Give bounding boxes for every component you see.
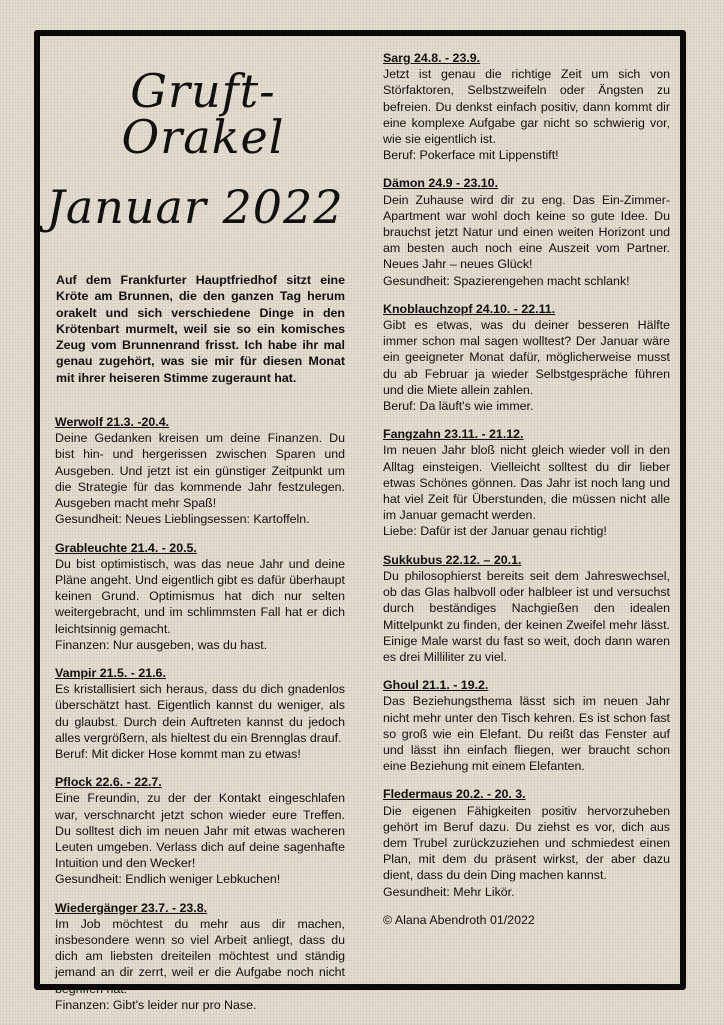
section-body: Du philosophierst bereits seit dem Jahreswechsel, ob das Glas halbvoll oder halbleer ist und versuchst durch beständiges Nachgießen den idealen Mittelpunkt zu finden, der keinen Zweifel mehr lässt. Einige Male warst du fast so weit, doch dann waren es drei Milliliter zu viel. (383, 568, 670, 664)
section-tail: Finanzen: Gibt's leider nur pro Nase. (55, 997, 257, 1012)
page-title: Gruft-Orakel (121, 64, 285, 164)
section-body: Eine Freundin, zu der der Kontakt eingeschlafen war, verschnarcht jetzt schon wieder eure Treffen. Du solltest dich im neuen Jahr mit etwas wacheren Leuten umgeben. Verlass dich auf deine sagenhafte Intuition und den Wecker! (55, 791, 345, 871)
section-title: Vampir 21.5. - 21.6. (55, 665, 166, 680)
section-tail: Liebe: Dafür ist der Januar genau richtig! (383, 524, 607, 539)
intro-paragraph: Auf dem Frankfurter Hauptfriedhof sitzt eine Kröte am Brunnen, die den ganzen Tag herum orakelt und sich verschiedene Dinge in den Krötenbart murmelt, weil sie so ein komisches Zeug vom Brunnenrand frisst. Ich habe ihr mal genau zugehört, was sie mir für diesen Monat mit ihrer heiseren Stimme zugeraunt hat. (56, 273, 345, 385)
section-tail: Gesundheit: Spazierengehen macht schlank! (383, 273, 630, 288)
section-title: Wiedergänger 23.7. - 23.8. (55, 900, 208, 915)
horoscope-fangzahn (383, 426, 670, 539)
section-title: Sarg 24.8. - 23.9. (383, 51, 481, 65)
horoscope-werwolf (55, 414, 345, 527)
section-tail: Gesundheit: Mehr Likör. (383, 884, 515, 899)
section-tail: Gesundheit: Neues Lieblingsessen: Kartoffeln. (55, 512, 310, 527)
section-body: Im neuen Jahr bloß nicht gleich wieder voll in den Alltag einsteigen. Vielleicht solltest du dir lieber etwas Schönes gönnen. Das Jahr ist noch lang und hat viel Zeit für Überstunden, die müssen nicht alle im Januar gemacht werden. (383, 443, 670, 523)
horoscope-ghoul (383, 677, 670, 774)
horoscope-vampir (55, 665, 345, 762)
page-subtitle: Januar 2022 (46, 180, 344, 234)
copyright-notice: © Alana Abendroth 01/2022 (383, 912, 535, 927)
horoscope-daemon (383, 175, 670, 288)
section-title: Sukkubus 22.12. – 20.1. (383, 552, 522, 567)
horoscope-sarg (383, 50, 670, 163)
section-title: Knoblauchzopf 24.10. - 22.11. (383, 301, 556, 316)
horoscope-grableuchte (55, 540, 345, 653)
section-tail: Beruf: Mit dicker Hose kommt man zu etwas! (55, 746, 301, 761)
section-tail: Beruf: Pokerface mit Lippenstift! (383, 148, 559, 163)
section-body: Du bist optimistisch, was das neue Jahr und deine Pläne angeht. Und eigentlich gibt es dafür überhaupt keinen Grund. Optimismus hat dich nur selten weitergebracht, und im schlimmsten Fall hat er dich leichtsinnig gemacht. (55, 556, 345, 636)
section-title: Pflock 22.6. - 22.7. (55, 775, 162, 790)
section-title: Dämon 24.9 - 23.10. (383, 176, 499, 191)
section-title: Grableuchte 21.4. - 20.5. (55, 540, 197, 555)
left-column (46, 50, 345, 1025)
section-title: Ghoul 21.1. - 19.2. (383, 678, 489, 693)
section-body: Im Job möchtest du mehr aus dir machen, insbesondere wenn so viel Arbeit anliegt, dass du dich am liebsten dreiteilen möchtest und ständig jemand an dir zerrt, weil er die Aufgabe noch nicht begriffen hat. (55, 916, 345, 996)
horoscope-wiedergaenger (55, 900, 345, 1013)
section-tail: Beruf: Da läuft's wie immer. (383, 399, 534, 414)
horoscope-knoblauchzopf (383, 301, 670, 414)
section-tail: Gesundheit: Endlich weniger Lebkuchen! (55, 872, 281, 887)
section-body: Es kristallisiert sich heraus, dass du dich gnadenlos überschätzt hast. Eigentlich kannst du weniger, als du glaubst. Durch dein Auftreten kannst du jedoch alles vergrößern, als hieltest du ein Brennglas drauf. (55, 682, 345, 745)
section-tail: Finanzen: Nur ausgeben, was du hast. (55, 637, 268, 652)
section-body: Jetzt ist genau die richtige Zeit um sich von Störfaktoren, Selbstzweifeln oder Ängsten zu befreien. Du denkst einfach positiv, dann kommt dir eine komplexe Aufgabe gar nicht so schwierig vor, wie sie eigentlich ist. (383, 67, 670, 147)
section-body: Dein Zuhause wird dir zu eng. Das Ein-Zimmer-Apartment war wohl doch keine so gute Idee. Du brauchst jetzt Natur und einen weiten Horizont und am besten auch noch eine Auszeit vom Partner. Neues Jahr – neues Glück! (383, 192, 670, 272)
section-title: Werwolf 21.3. -20.4. (55, 415, 170, 430)
horoscope-pflock (55, 774, 345, 887)
section-title: Fangzahn 23.11. - 21.12. (383, 427, 524, 442)
right-column (383, 50, 670, 928)
section-body: Die eigenen Fähigkeiten positiv hervorzuheben gehört im Beruf dazu. Du ziehst es vor, dich aus dem Trubel zurückzuziehen und schmiedest einen Plan, mit dem du präsent wirkst, der aber dazu dient, dass du dein Ding machen kannst. (383, 803, 670, 883)
section-body: Das Beziehungsthema lässt sich im neuen Jahr nicht mehr unter den Tisch kehren. Es ist schon fast so groß wie ein Elefant. Du reißt das Fenster auf und lässt ihn einfach fliegen, wer braucht schon eine Beziehung mit einem Elefanten. (383, 694, 670, 774)
section-body: Gibt es etwas, was du deiner besseren Hälfte immer schon mal sagen wolltest? Der Januar wäre ein geeigneter Monat dafür, möglicherweise musst du ab Februar ja wieder Selbstgespräche führen und die Miete allein zahlen. (383, 318, 670, 397)
section-title: Fledermaus 20.2. - 20. 3. (383, 787, 526, 802)
section-body: Deine Gedanken kreisen um deine Finanzen. Du bist hin- und hergerissen zwischen Sparen und Ausgeben. Und jetzt ist ein günstiger Zeitpunkt um die Strategie für das kommende Jahr festzulegen. Ausgeben macht mehr Spaß! (55, 431, 345, 511)
horoscope-fledermaus (383, 786, 670, 899)
horoscope-sukkubus (383, 552, 670, 665)
